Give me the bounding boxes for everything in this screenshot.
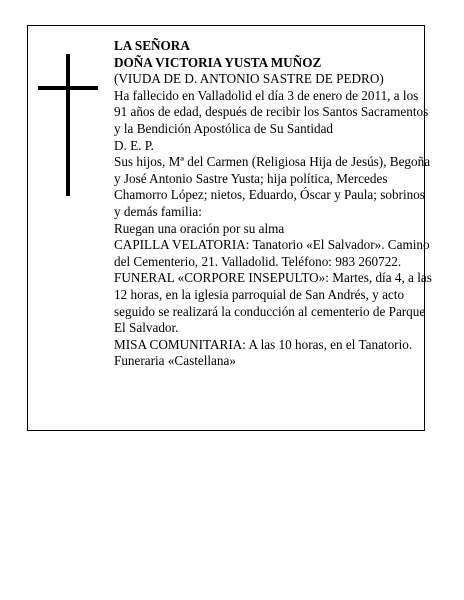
notice-title: LA SEÑORA [114,38,190,53]
prayer-line: Ruegan una oración por su alma [114,220,285,236]
notice-text [114,38,434,370]
funeral-home-line: Funeraria «Castellana» [114,353,236,369]
deceased-name: DOÑA VICTORIA YUSTA MUÑOZ [114,54,322,70]
death-text: Ha fallecido en Valladolid el día 3 de enero de 2011, a los 91 años de edad, después de recibir los Santos Sacramentos y la Bendición Apostólica de Su Santidad [114,87,429,136]
widow-of-line: (VIUDA DE D. ANTONIO SASTRE DE PEDRO) [114,71,384,87]
chapel-paragraph: CAPILLA VELATORIA: Tanatorio «El Salvador». Camino del Cementerio, 21. Valladolid. Teléfono: 983 260722. [114,237,430,269]
funeral-paragraph: FUNERAL «CORPORE INSEPULTO»: Martes, día 4, a las 12 horas, en la iglesia parroquial de San Andrés, y acto seguido se realizará la conducción al cementerio de Parque El Salvador. [114,270,432,336]
cross-vertical-bar [66,54,70,196]
cross-horizontal-bar [38,86,98,90]
mass-paragraph: MISA COMUNITARIA: A las 10 horas, en el Tanatorio. [114,336,413,352]
family-paragraph: Sus hijos, Mª del Carmen (Religiosa Hija de Jesús), Begoña y José Antonio Sastre Yusta; hija política, Mercedes Chamorro López; nietos, Eduardo, Óscar y Paula; sobrinos y demás familia: [114,154,431,219]
rip-text: D. E. P. [114,137,154,153]
death-paragraph [114,88,434,154]
